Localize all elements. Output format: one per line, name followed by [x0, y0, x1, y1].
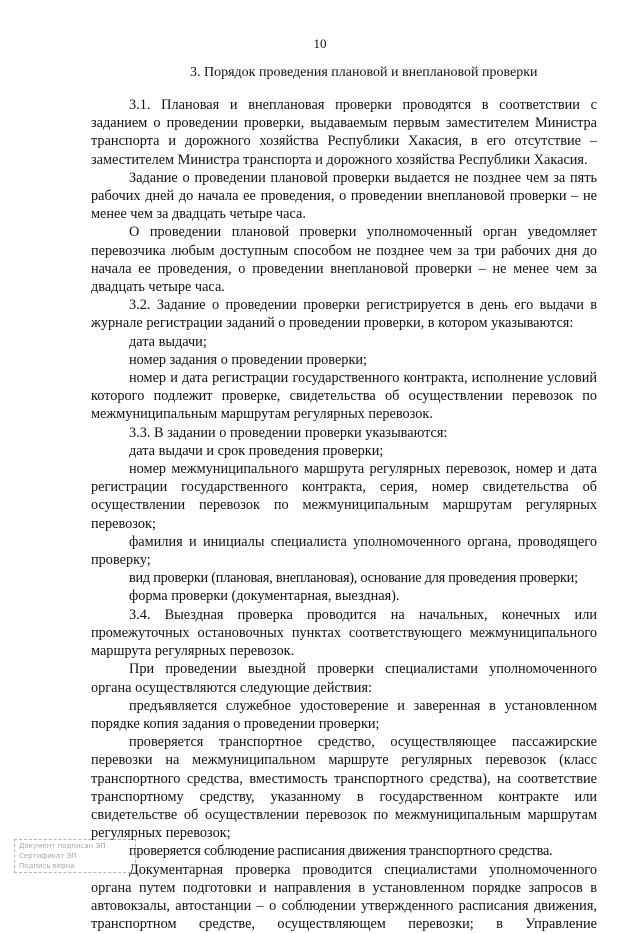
- paragraph-3-2: 3.2. Задание о проведении проверки регистрируется в день его выдачи в журнале регистрации заданий о проведении проверки, в котором указываются:: [91, 297, 597, 332]
- list-item-inspection-type: вид проверки (плановая, внеплановая), основание для проведения проверки;: [129, 570, 578, 587]
- document-body: [91, 96, 597, 933]
- paragraph-carrier-notification: О проведении плановой проверки уполномоченный орган уведомляет перевозчика любым доступным способом не позднее чем за три рабочих дня до начала ее проведения, о проведении внеплановой проверки – не менее чем за двадцать четыре часа.: [91, 224, 597, 296]
- list-item-route-number: номер межмуниципального маршрута регулярных перевозок, номер и дата регистрации государственного контракта, серия, номер свидетельства об осуществлении перевозок по межмуниципальным маршрутам регулярных перевозок;: [91, 461, 597, 532]
- list-item-issue-date-and-term: дата выдачи и срок проведения проверки;: [129, 442, 384, 459]
- list-item-id-presented: предъявляется служебное удостоверение и заверенная в установленном порядке копия задания о проведении проверки;: [91, 697, 597, 732]
- stamp-line: Документ подписан ЭП: [19, 842, 106, 850]
- section-title: 3. Порядок проведения плановой и внеплановой проверки: [190, 65, 538, 80]
- electronic-signature-stamp: [14, 839, 136, 873]
- paragraph-3-3: 3.3. В задании о проведении проверки указываются:: [129, 424, 448, 441]
- list-item-vehicle-checked: проверяется транспортное средство, осуществляющее пассажирские перевозки на межмуниципальном маршруте регулярных перевозок (класс транспортного средства, вместимость транспортного средства), на соответствие транспортному средству, указанному в государственном контракте или свидетельстве об осуществлении перевозок по межмуниципальным маршрутам регулярных перевозок;: [91, 734, 597, 842]
- paragraph-field-inspection-actions: При проведении выездной проверки специалистами уполномоченного органа осуществляются следующие действия:: [91, 661, 597, 696]
- list-item-specialist-name: фамилия и инициалы специалиста уполномоченного органа, проводящего проверку;: [91, 533, 597, 569]
- list-item-task-number: номер задания о проведении проверки;: [129, 351, 368, 368]
- list-item-schedule-compliance: проверяется соблюдение расписания движения транспортного средства.: [129, 843, 553, 860]
- paragraph-3-1: 3.1. Плановая и внеплановая проверки проводятся в соответствии с заданием о проведении проверки, выдаваемым первым заместителем Министра транспорта и дорожного хозяйства Республики Хакасия, в его отсутствие – заместителем Министра транспорта и дорожного хозяйства Республики Хакасия.: [91, 97, 597, 168]
- page-number: 10: [313, 36, 327, 51]
- paragraph-3-4: 3.4. Выездная проверка проводится на начальных, конечных или промежуточных остановочных пунктах соответствующего межмуниципального маршрута регулярных перевозок.: [91, 606, 597, 660]
- stamp-line: Подпись верна: [19, 862, 75, 870]
- list-item-contract-registration: номер и дата регистрации государственного контракта, исполнение условий которого подлежит проверке, свидетельства об осуществлении перевозок по межмуниципальным маршрутам регулярных перевозок.: [91, 370, 597, 423]
- list-item-inspection-form: форма проверки (документарная, выездная).: [129, 588, 400, 605]
- paragraph-documentary-inspection: Документарная проверка проводится специалистами уполномоченного органа путем подготовки и направления в установленном порядке запросов в автовокзалы, автостанции – о соблюдении утвержденного расписания движения, транспортном средстве, осуществляющем перевозки; в Управление: [91, 861, 597, 933]
- paragraph-planned-task-deadline: Задание о проведении плановой проверки выдается не позднее чем за пять рабочих дней до начала ее проведения, о проведении внеплановой проверки – не менее чем за двадцать четыре часа.: [91, 169, 597, 223]
- stamp-line: Сертификат ЭП: [19, 852, 77, 860]
- list-item-issue-date: дата выдачи;: [129, 333, 207, 350]
